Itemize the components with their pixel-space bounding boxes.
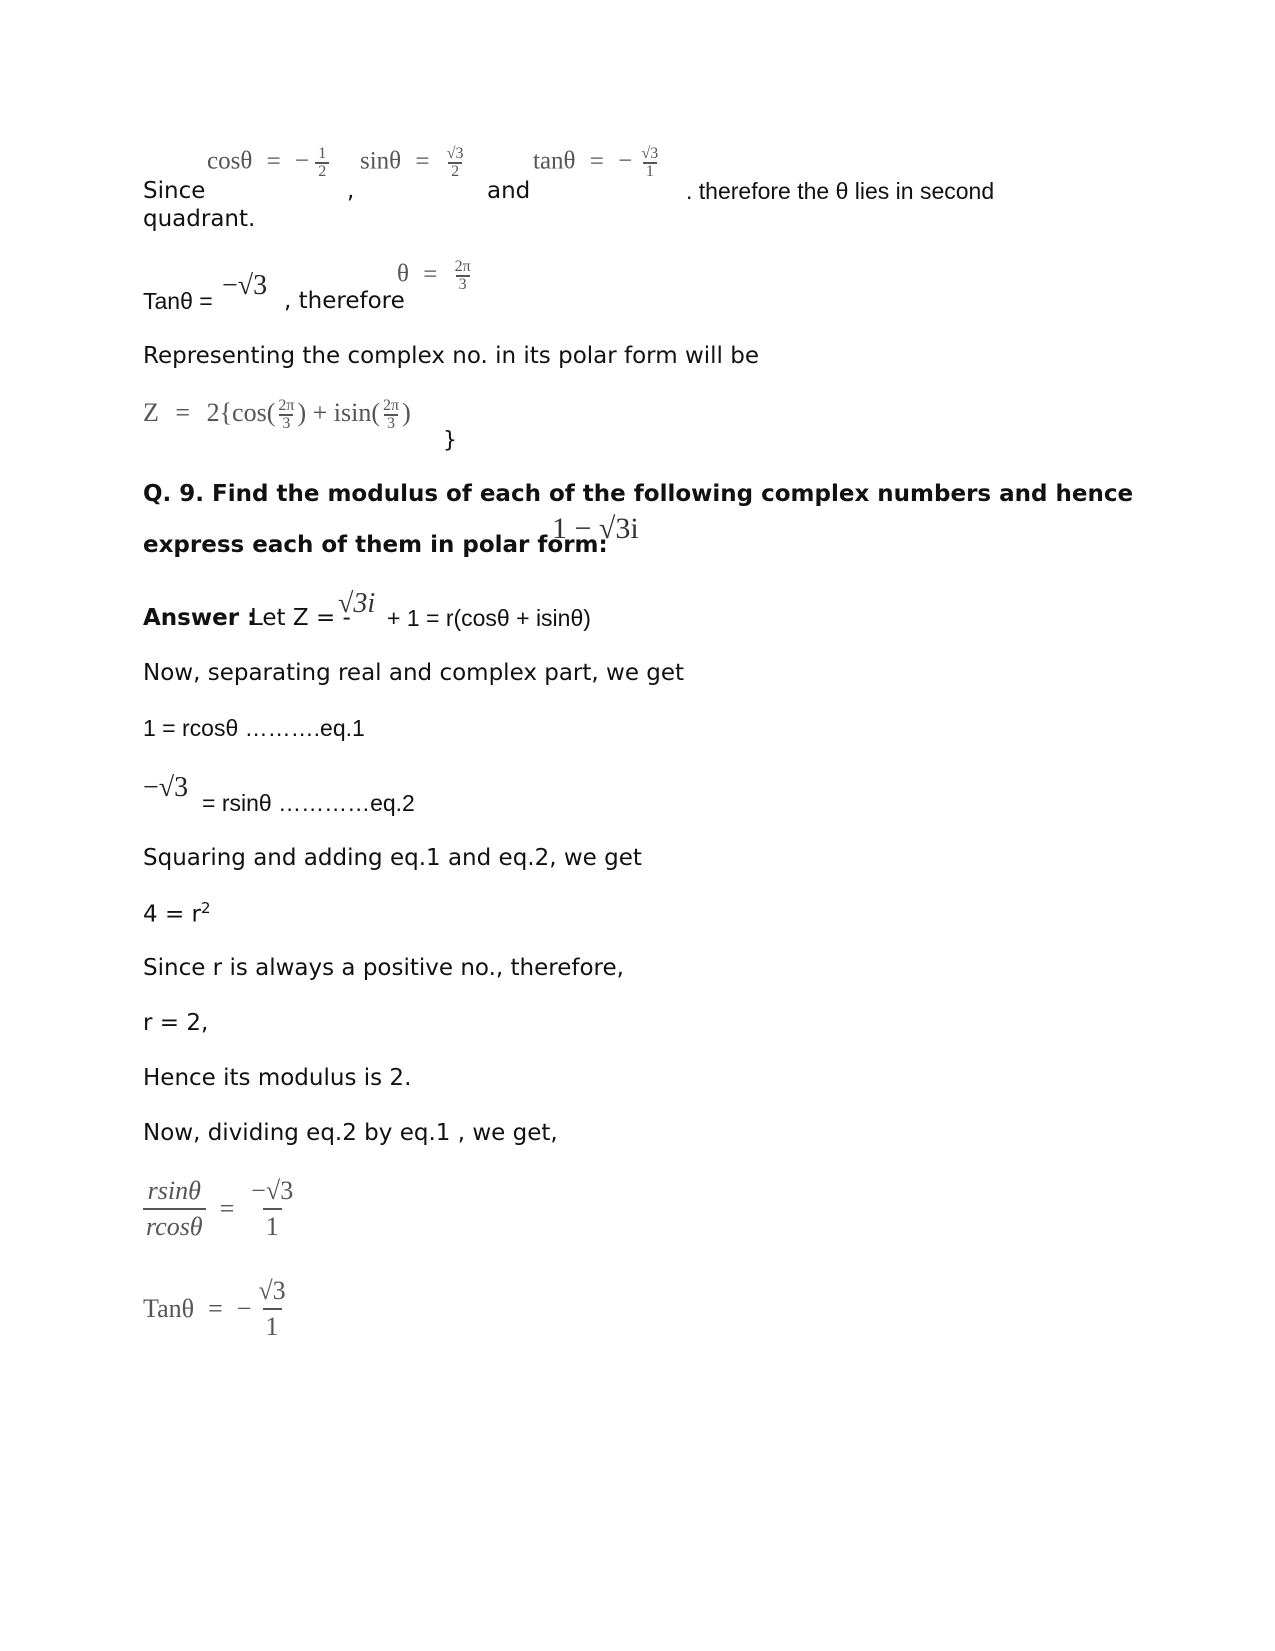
representing-text: Representing the complex no. in its polar form will be — [143, 343, 759, 369]
theta-fraction — [452, 259, 474, 293]
step-positive: Since r is always a positive no., therefore, — [143, 955, 624, 981]
answer-let: Let Z = - — [250, 605, 351, 631]
polar-den-1: 3 — [279, 414, 293, 432]
sin-expression — [360, 146, 467, 180]
step-r-equals: r = 2, — [143, 1010, 209, 1036]
step-separating: Now, separating real and complex part, we get — [143, 660, 685, 686]
polar-num-1: 2π — [278, 397, 295, 415]
ratio-right-fraction — [248, 1178, 296, 1240]
polar-form — [143, 398, 411, 432]
theta-den: 3 — [456, 275, 470, 293]
tan-minus: − — [618, 147, 633, 175]
question-line-1: Q. 9. Find the modulus of each of the following complex numbers and hence — [143, 481, 1134, 507]
tan-result-den: 1 — [263, 1308, 282, 1340]
polar-eq: = — [175, 398, 191, 427]
ratio-left-num: rsinθ — [147, 1176, 201, 1205]
theta-expression — [397, 259, 474, 293]
theta-num: 2π — [454, 258, 471, 275]
sin-label: sinθ — [360, 147, 402, 175]
cos-minus: − — [294, 147, 310, 175]
question-expr: 1 − √3i — [552, 512, 639, 545]
tan-value: −√3 — [222, 270, 268, 301]
tan-result-eq: = — [208, 1294, 223, 1323]
tan-prefix: Tanθ = — [143, 288, 213, 314]
cos-expression — [207, 146, 329, 180]
tan-result-minus: − — [236, 1294, 252, 1323]
tan-den: 1 — [643, 162, 657, 180]
therefore-mid: , therefore — [284, 288, 405, 314]
eq2-rhs: = rsinθ …………eq.2 — [202, 790, 415, 816]
cos-den: 2 — [315, 162, 329, 180]
polar-cos: 2{cos( — [206, 398, 276, 427]
cos-fraction — [315, 146, 329, 180]
and-text: and — [487, 178, 531, 204]
cos-eq: = — [266, 147, 281, 175]
sin-den: 2 — [448, 162, 462, 180]
polar-den-2: 3 — [384, 414, 398, 432]
r-squared-exp: 2 — [200, 899, 211, 917]
theta-eq: = — [423, 260, 438, 288]
tan-num: √3 — [641, 145, 659, 162]
polar-plus: ) + isin( — [297, 398, 380, 427]
step-eq1: 1 = rcosθ ……….eq.1 — [143, 715, 365, 741]
tan-result-fraction — [255, 1278, 288, 1340]
ratio-right-num: −√3 — [251, 1176, 294, 1205]
r-squared — [143, 899, 211, 928]
therefore-text: . therefore the θ lies in second — [686, 178, 995, 204]
polar-close: ) — [402, 398, 411, 427]
tan-result-num: √3 — [258, 1276, 286, 1305]
step-modulus: Hence its modulus is 2. — [143, 1065, 412, 1091]
polar-brace: } — [443, 428, 457, 453]
polar-fraction-2 — [380, 398, 402, 432]
tan-eq: = — [589, 147, 604, 175]
sin-num: √3 — [446, 145, 464, 162]
ratio-left-fraction — [143, 1178, 206, 1240]
quadrant-text: quadrant. — [143, 206, 256, 232]
eq2-lhs: −√3 — [143, 772, 189, 803]
polar-num-2: 2π — [382, 397, 400, 415]
question-line-2: express each of them in polar form: — [143, 532, 608, 558]
answer-expr: √3i — [338, 588, 376, 619]
sin-eq: = — [415, 147, 430, 175]
cos-num: 1 — [318, 145, 327, 162]
ratio-left-den: rcosθ — [143, 1208, 206, 1240]
r-squared-base: 4 = r — [143, 901, 201, 928]
step-squaring: Squaring and adding eq.1 and eq.2, we get — [143, 845, 642, 871]
since-text: Since — [143, 178, 206, 204]
sin-fraction — [444, 146, 467, 180]
polar-lhs: Z — [143, 398, 159, 427]
polar-fraction-1 — [275, 398, 297, 432]
step-dividing: Now, dividing eq.2 by eq.1 , we get, — [143, 1120, 558, 1146]
tan-result-label: Tanθ — [143, 1294, 195, 1323]
ratio-right-den: 1 — [263, 1208, 282, 1240]
answer-label: Answer : — [143, 605, 257, 631]
theta-label: θ — [397, 260, 409, 288]
ratio-eq: = — [219, 1194, 235, 1223]
tan-label: tanθ — [533, 147, 576, 175]
tan-result — [143, 1278, 289, 1340]
cos-label: cosθ — [207, 147, 253, 175]
answer-rest: + 1 = r(cosθ + isinθ) — [387, 605, 591, 631]
ratio-expression — [143, 1178, 296, 1240]
tan-fraction — [639, 146, 662, 180]
comma: , — [347, 178, 355, 204]
tan-expression — [533, 146, 661, 180]
